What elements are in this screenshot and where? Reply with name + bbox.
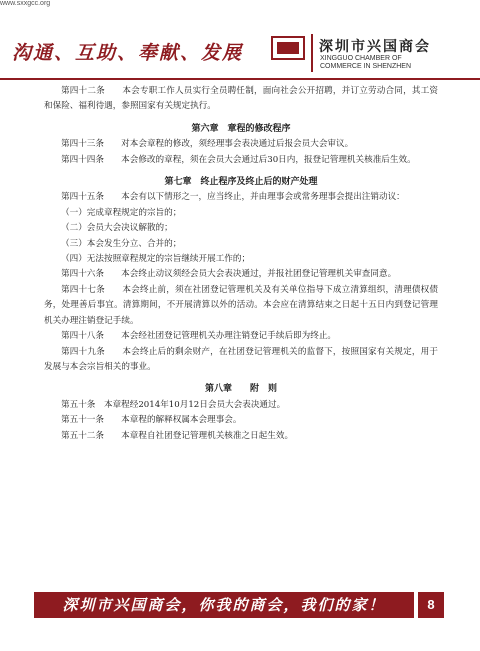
org-name-en-line1: XINGGUO CHAMBER OF — [320, 55, 402, 62]
chamber-logo-icon — [271, 36, 305, 60]
page-header — [0, 26, 480, 76]
org-name-cn: 深圳市兴国商会 — [319, 39, 431, 55]
chapter-8-heading: 第八章 附 则 — [204, 384, 277, 395]
page-number: 8 — [418, 592, 444, 618]
article-49: 第四十九条 本会终止后的剩余财产，在社团登记管理机关的监督下，按照国家有关规定，用于发展与本会宗旨相关的事业。 — [44, 346, 438, 372]
list-item: （二）会员大会决议解散的； — [61, 223, 173, 234]
article-47: 第四十七条 本会终止前，须在社团登记管理机关及有关单位指导下成立清算组织，清理债权债务，处理善后事宜。清算期间，不开展清算以外的活动。本会应在清算结束之日起十五日内到登记管理机关办理注销登记手续。 — [44, 284, 438, 326]
chapter-7-heading: 第七章 终止程序及终止后的财产处理 — [164, 177, 318, 188]
org-name-en — [320, 55, 411, 71]
chapter-6-heading: 第六章 章程的修改程序 — [191, 123, 291, 134]
article-43: 第四十三条 对本会章程的修改，须经理事会表决通过后报会员大会审议。 — [61, 139, 354, 150]
article-52: 第五十二条 本章程自社团登记管理机关核准之日起生效。 — [61, 430, 294, 441]
article-48: 第四十八条 本会经社团登记管理机关办理注销登记手续后即为终止。 — [61, 331, 337, 342]
article-42: 第四十二条 本会专职工作人员实行全员聘任制，面向社会公开招聘，并订立劳动合同，其工资和保险、福利待遇，参照国家有关规定执行。 — [44, 86, 438, 112]
website-url: www.sxxgcc.org — [0, 0, 51, 7]
list-item: （一）完成章程规定的宗旨的； — [61, 207, 182, 218]
article-46: 第四十六条 本会终止动议须经会员大会表决通过，并报社团登记管理机关审查同意。 — [61, 269, 397, 280]
article-50: 第五十条 本章程经2014年10月12日会员大会表决通过。 — [61, 399, 286, 410]
footer-slogan: 深圳市兴国商会，你我的商会，我们的家！ — [34, 592, 414, 618]
article-44: 第四十四条 本会修改的章程，须在会员大会通过后30日内，报登记管理机关核准后生效。 — [61, 154, 416, 165]
list-item: （四）无法按照章程规定的宗旨继续开展工作的； — [61, 254, 251, 265]
article-45: 第四十五条 本会有以下情形之一，应当终止，并由理事会或常务理事会提出注销动议： — [61, 192, 405, 203]
org-name-en-line2: COMMERCE IN SHENZHEN — [320, 63, 412, 70]
list-item: （三）本会发生分立、合并的； — [61, 238, 182, 249]
header-slogan: 沟通、互助、奉献、发展 — [12, 42, 244, 64]
header-rule — [0, 78, 480, 80]
document-body — [44, 84, 438, 444]
header-divider — [311, 34, 313, 72]
article-51: 第五十一条 本章程的解释权属本会理事会。 — [61, 415, 242, 426]
